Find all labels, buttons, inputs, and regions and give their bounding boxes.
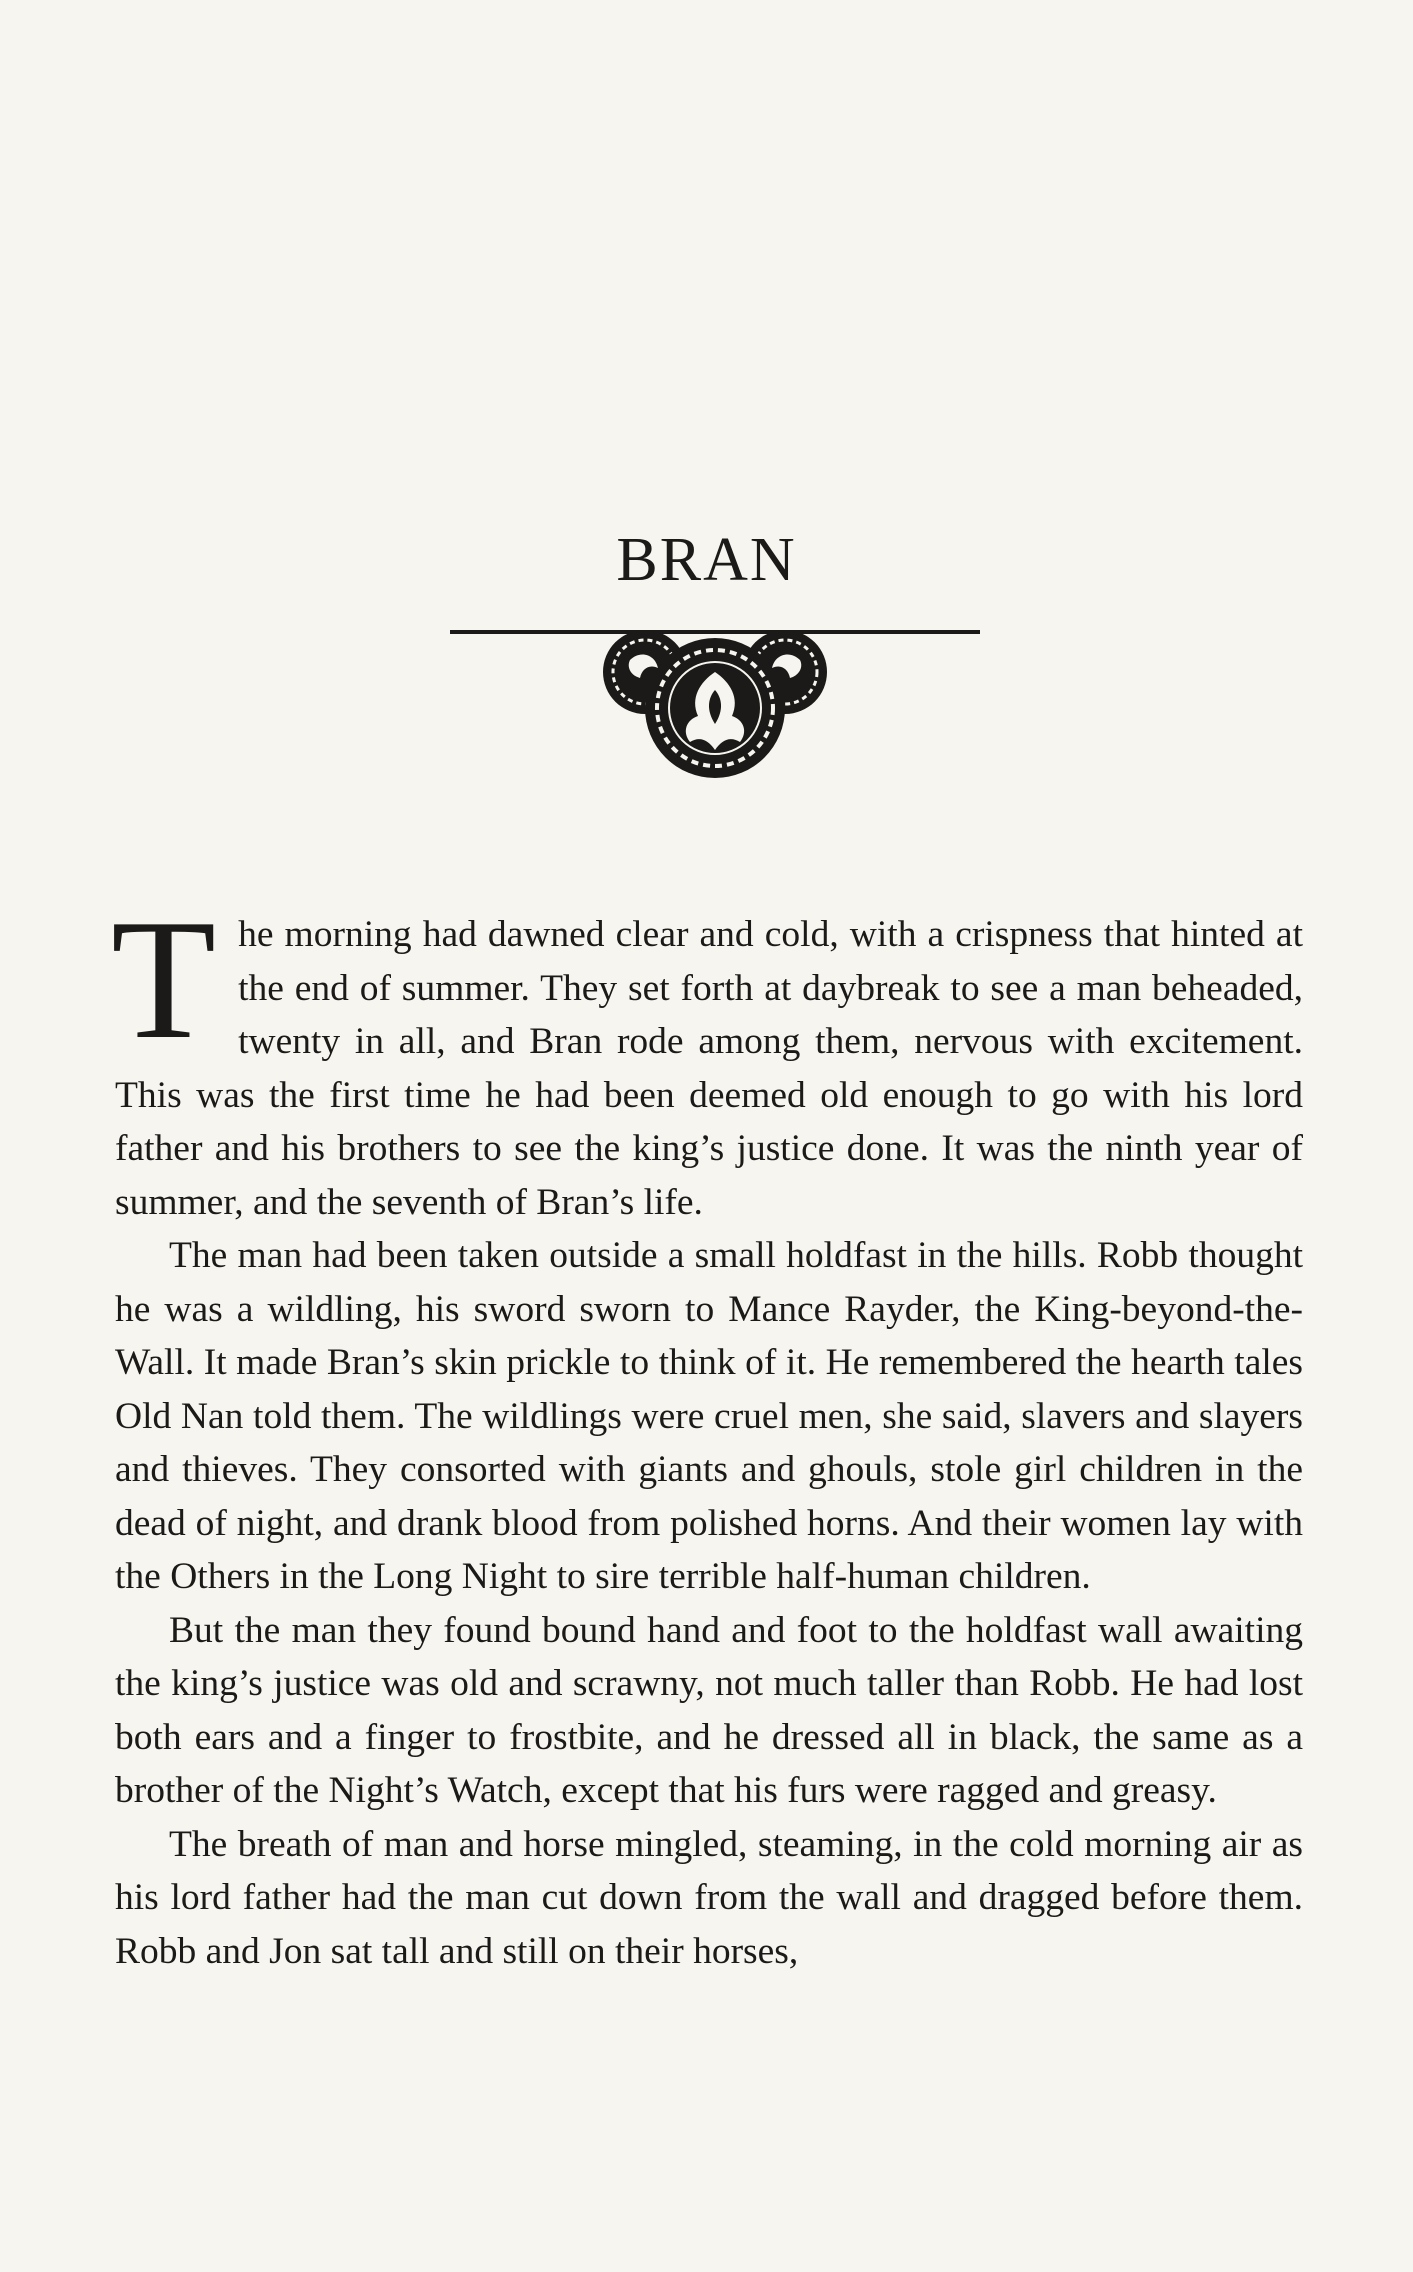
drop-cap: T (111, 885, 217, 1075)
paragraph-1 (111, 885, 1303, 1229)
paragraph-4: The breath of man and horse mingled, steaming, in the cold morning air as his lord father had the man cut down from the wall and dragged before them. Robb and Jon sat tall and still on their horses, (115, 1823, 1303, 1972)
paragraph-text: he morning had dawned clear and cold, with a crispness that hinted at the end of summer. They set forth at daybreak to see a man beheaded, twenty in all, and Bran rode among them, nervous with excitement. This was the first time he had been deemed old enough to go with his lord father and his brothers to see the king’s justice done. It was the ninth year of summer, and the seventh of Bran’s life. (115, 914, 1303, 1223)
chapter-title: BRAN (616, 526, 797, 594)
chapter-body (111, 885, 1303, 1978)
paragraph-3: But the man they found bound hand and foot to the holdfast wall awaiting the king’s justice was old and scrawny, not much taller than Robb. He had lost both ears and a finger to frostbite, and he dressed all in black, the same as a brother of the Night’s Watch, except that his furs were ragged and greasy. (115, 1609, 1303, 1811)
paragraph-2: The man had been taken outside a small holdfast in the hills. Robb thought he was a wildling, his sword sworn to Mance Rayder, the King-beyond-the-Wall. It made Bran’s skin prickle to think of it. He remembered the hearth tales Old Nan told them. The wildlings were cruel men, she said, slavers and slayers and thieves. They consorted with giants and ghouls, stole girl children in the dead of night, and drank blood from polished horns. And their women lay with the Others in the Long Night to sire terrible half-human children. (115, 1235, 1303, 1597)
chapter-ornament-icon (450, 620, 980, 790)
